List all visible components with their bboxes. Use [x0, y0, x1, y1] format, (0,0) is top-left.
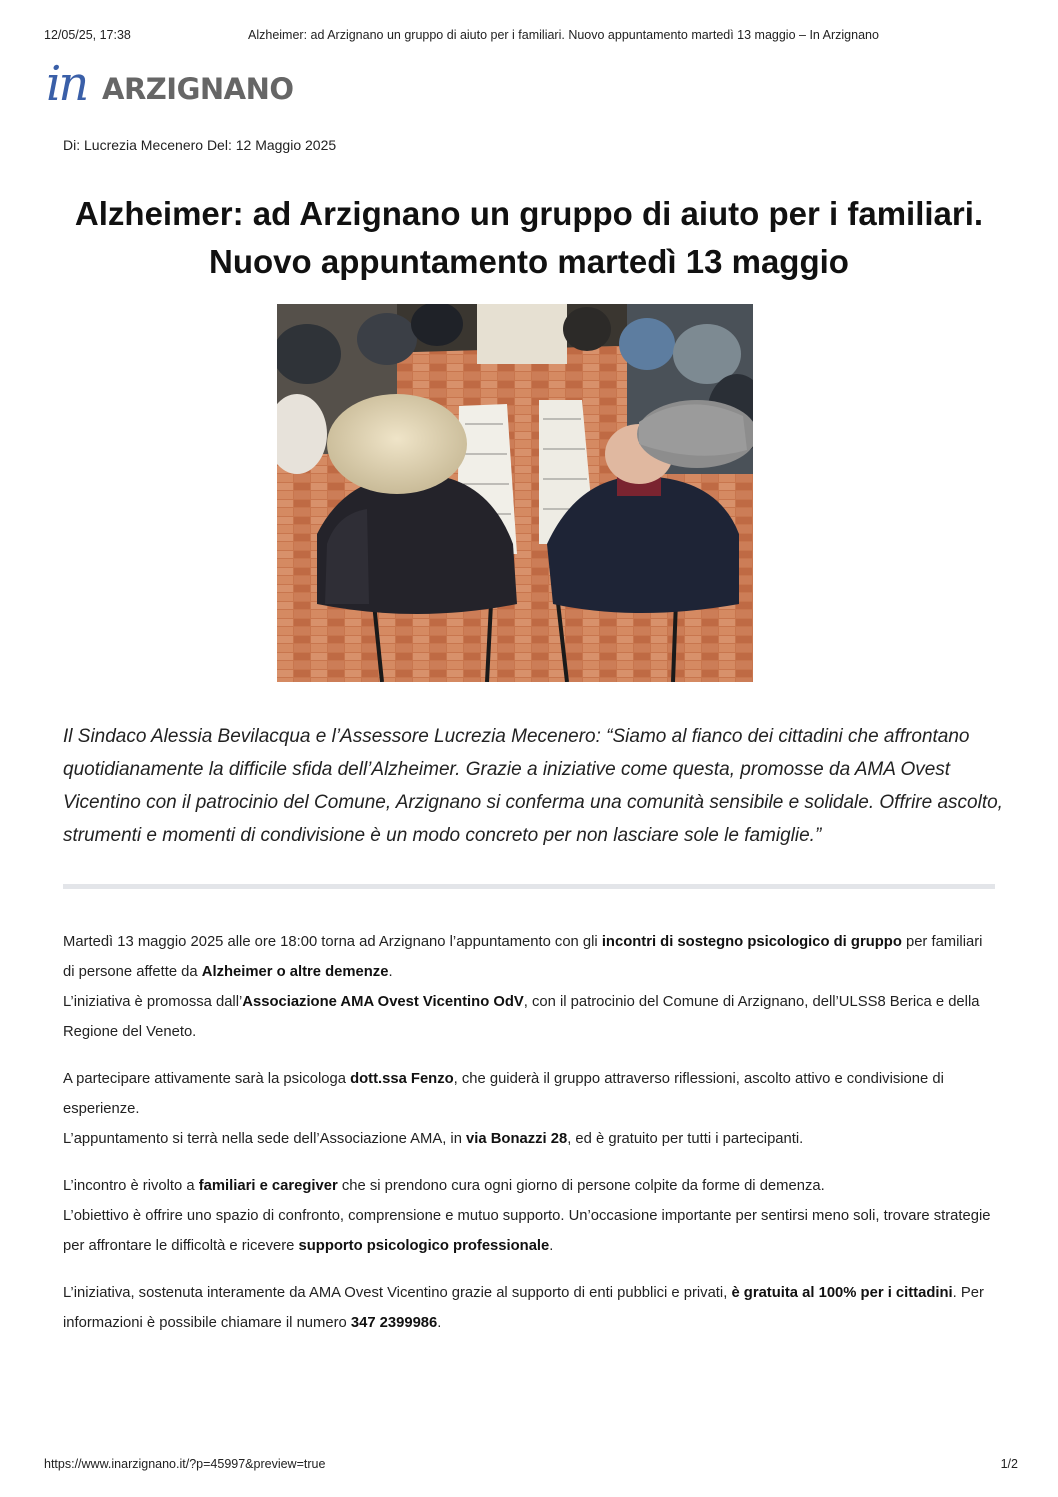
highlight-text: Associazione AMA Ovest Vicentino OdV — [242, 994, 524, 1010]
print-header — [44, 28, 1018, 44]
text-span: per familiari di persone affette da — [63, 934, 983, 980]
text-span: che si prendono cura ogni giorno di persone colpite da forme di demenza. — [337, 1178, 825, 1194]
page-number: 1/2 — [1000, 1457, 1018, 1471]
text-span: L’obiettivo è offrire uno spazio di confronto, comprensione e mutuo supporto. Un’occasione importante per sentirsi meno soli, trovare strategie per affrontare le difficoltà e ricevere — [63, 1208, 991, 1254]
highlight-text: incontri di sostegno psicologico di gruppo — [601, 934, 902, 950]
text-span: , che guiderà il gruppo attraverso riflessioni, ascolto attivo e condivisione di esperienze. — [63, 1071, 944, 1117]
text-span: L’appuntamento si terrà nella sede dell’Associazione AMA, in — [63, 1131, 467, 1147]
highlight-text: dott.ssa Fenzo — [350, 1071, 454, 1087]
text-span: . — [549, 1238, 554, 1254]
article-body — [63, 927, 998, 1355]
article-photo — [277, 304, 753, 682]
highlight-text: Alzheimer o altre demenze — [201, 964, 389, 980]
phone-number: 347 2399986 — [350, 1315, 438, 1331]
site-logo[interactable] — [46, 56, 294, 116]
highlight-text: supporto psicologico professionale — [298, 1238, 550, 1254]
text-span: , con il patrocinio del Comune di Arzignano, dell’ULSS8 Berica e della Regione del Veneto. — [63, 994, 980, 1040]
text-span: L’incontro è rivolto a — [63, 1178, 199, 1194]
highlight-text: via Bonazzi 28 — [466, 1131, 568, 1147]
body-paragraph — [63, 1278, 998, 1338]
article-title: Alzheimer: ad Arzignano un gruppo di aiuto per i familiari. Nuovo appuntamento martedì 13 maggio — [74, 195, 984, 280]
text-span: Martedì 13 maggio 2025 alle ore 18:00 torna ad Arzignano l’appuntamento con gli — [63, 934, 602, 950]
body-paragraph — [63, 1171, 998, 1261]
highlight-text: familiari e caregiver — [198, 1178, 338, 1194]
print-url: https://www.inarzignano.it/?p=45997&preview=true — [44, 1457, 326, 1471]
text-span: A partecipare attivamente sarà la psicologa — [63, 1071, 351, 1087]
print-footer — [44, 1457, 1018, 1473]
logo-prefix: in — [46, 56, 87, 112]
text-span: . Per informazioni è possibile chiamare il numero — [63, 1285, 984, 1331]
body-paragraph — [63, 927, 998, 1047]
text-span: L’iniziativa è promossa dall’ — [63, 994, 243, 1010]
text-span: . — [437, 1315, 442, 1331]
logo-name: ARZIGNANO — [102, 72, 294, 106]
article-byline: Di: Lucrezia Mecenero Del: 12 Maggio 2025 — [63, 137, 337, 153]
text-span: , ed è gratuito per tutti i partecipanti. — [567, 1131, 804, 1147]
print-document-title: Alzheimer: ad Arzignano un gruppo di aiuto per i familiari. Nuovo appuntamento martedì 13 maggio – In Arzignano — [248, 28, 879, 42]
body-paragraph — [63, 1064, 998, 1154]
highlight-text: è gratuita al 100% per i cittadini — [731, 1285, 953, 1301]
article-lead-quote: Il Sindaco Alessia Bevilacqua e l’Assessore Lucrezia Mecenero: “Siamo al fianco dei cittadini che affrontano quotidianamente la difficile sfida dell’Alzheimer. Grazie a iniziative come questa, promosse da AMA Ovest Vicentino con il patrocinio del Comune, Arzignano si conferma una comunità sensibile e solidale. Offrire ascolto, strumenti e momenti di condivisione è un modo concreto per non lasciare sole le famiglie.” — [63, 726, 1003, 846]
section-divider — [63, 884, 995, 889]
text-span: . — [388, 964, 393, 980]
text-span: L’iniziativa, sostenuta interamente da AMA Ovest Vicentino grazie al supporto di enti pubblici e privati, — [63, 1285, 732, 1301]
print-datetime: 12/05/25, 17:38 — [44, 28, 131, 42]
